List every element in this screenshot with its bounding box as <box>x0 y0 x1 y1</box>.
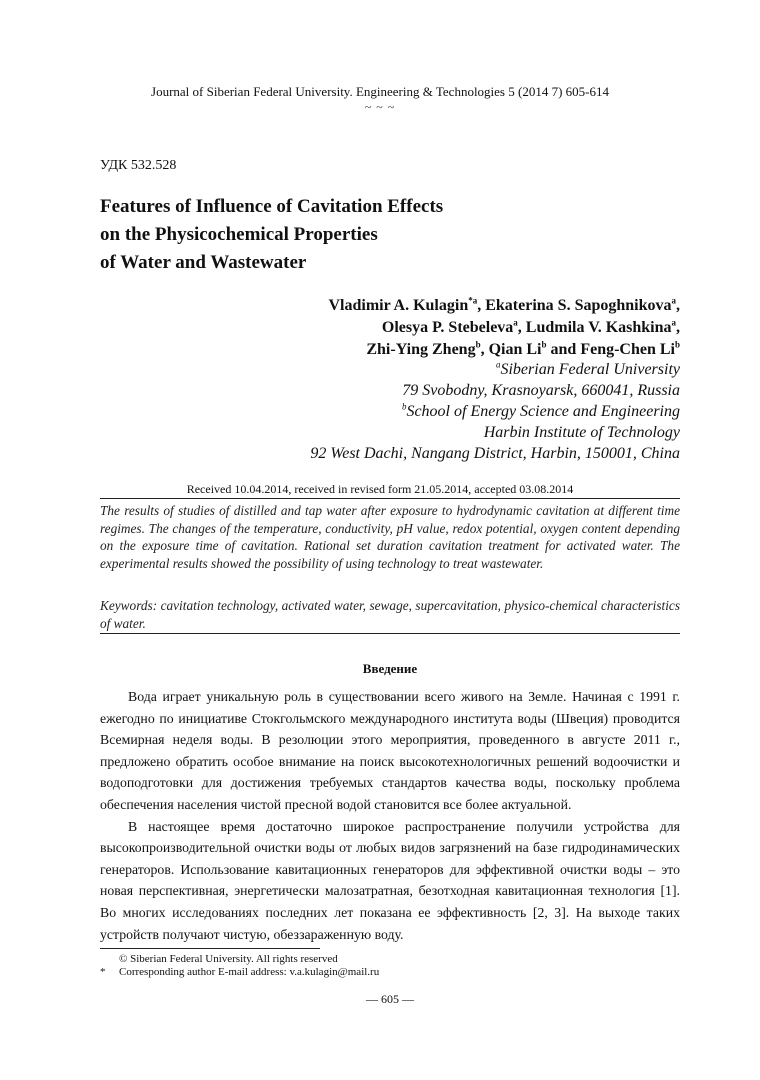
abstract-bottom-rule <box>100 633 680 634</box>
page-number: — 605 — <box>366 992 414 1006</box>
author-sup: *a <box>468 295 478 306</box>
author-line-1: Vladimir A. Kulagin$^{*a}$, Ekaterina S. Sapoghnikova$^a$, <box>328 295 680 314</box>
affiliation-a-address: 79 Svobodny, Krasnoyarsk, 660041, Russia <box>402 382 680 399</box>
affiliation-sup: a <box>495 359 501 370</box>
affiliation-b-institute: Harbin Institute of Technology <box>483 424 680 441</box>
author-name: Qian Li <box>488 341 542 358</box>
paper-title <box>100 193 660 277</box>
header-ornament: ~ ~ ~ <box>364 100 396 114</box>
author-sup: a <box>513 317 518 328</box>
author-name: Feng-Chen Li <box>580 341 675 358</box>
affiliation-b-name <box>310 401 680 422</box>
author-name: Olesya P. Stebeleva <box>381 319 514 336</box>
journal-header: Journal of Siberian Federal University. Engineering & Technologies 5 (2014 7) 605-614 <box>151 84 609 99</box>
footnote-rule <box>100 948 320 949</box>
section-heading: Введение <box>362 661 418 676</box>
paragraph: В настоящее время достаточно широкое распространение получили устройства для высокопроизводительной очистки воды от любых видов загрязнений на базе гидродинамических генераторов. Использование кавитационных генераторов для эффективной очистки воды – это новая перспективная, энергетически малозатратная, безотходная кавитационная технология [1]. Во многих исследованиях последних лет показана ее эффективность [2, 3]. На выходе таких устройств получают чистую, обеззараженную воду. <box>100 818 680 942</box>
author-name: Zhi-Ying Zheng <box>366 341 476 358</box>
affiliations <box>310 359 680 464</box>
author-name: Ludmila V. Kashkina <box>525 319 672 336</box>
author-name: Vladimir A. Kulagin <box>328 297 469 314</box>
received-dates: Received 10.04.2014, received in revised form 21.05.2014, accepted 03.08.2014 <box>186 482 574 496</box>
author-list <box>328 295 680 361</box>
affiliation-sup: b <box>401 401 407 412</box>
footnote-mark: * <box>100 966 106 978</box>
abstract-top-rule <box>100 498 680 499</box>
title-line-2: on the Physicochemical Properties <box>100 224 378 245</box>
author-sup: a <box>671 295 676 306</box>
affiliation-a-name <box>310 359 680 380</box>
udk-code: УДК 532.528 <box>100 158 177 173</box>
author-sup: b <box>674 339 680 350</box>
footnote-text: Corresponding author E-mail address: v.a.kulagin@mail.ru <box>119 966 380 978</box>
keywords: Keywords: cavitation technology, activated water, sewage, supercavitation, physico-chemical characteristics of water. <box>100 598 680 631</box>
author-sup: b <box>541 339 547 350</box>
author-line-3: Zhi-Ying Zheng$^b$, Qian Li$^b$ and Feng-Chen Li$^b$ <box>366 339 680 358</box>
title-line-3: of Water and Wastewater <box>100 252 307 273</box>
affiliation-b-address: 92 West Dachi, Nangang District, Harbin, 150001, China <box>310 445 680 462</box>
paragraph: Вода играет уникальную роль в существовании всего живого на Земле. Начиная с 1991 г. ежегодно по инициативе Стокгольмского международного института воды (Швеция) проводится Всемирная неделя воды. В резолюции этого мероприятия, проведенного в августе 2011 г., предложено обратить особое внимание на поиск высокотехнологичных решений водоочистки и водоподготовки для достижения требуемых стандартов качества воды, поскольку проблема обеспечения населения чистой пресной водой становится все более актуальной. <box>100 689 680 812</box>
title-line-1: Features of Influence of Cavitation Effects <box>100 196 444 217</box>
affiliation-text: School of Energy Science and Engineering <box>406 403 680 420</box>
author-sup: b <box>475 339 481 350</box>
author-name: Ekaterina S. Sapoghnikova <box>485 297 672 314</box>
body-text <box>100 686 680 945</box>
author-sup: a <box>671 317 676 328</box>
abstract: The results of studies of distilled and tap water after exposure to hydrodynamic cavitation at different time regimes. The changes of the temperature, conductivity, pH value, redox potential, oxygen content depending on the exposure time of cavitation. Rational set duration cavitation treatment for activated water. The experimental results showed the possibility of using technology to treat wastewater. <box>100 503 680 571</box>
author-line-2: Olesya P. Stebeleva$^a$, Ludmila V. Kashkina$^a$, <box>381 317 680 336</box>
footnote-copyright: © Siberian Federal University. All rights reserved <box>119 953 338 965</box>
footnote-corresponding <box>100 966 379 978</box>
author-and: and <box>550 341 577 358</box>
affiliation-text: Siberian Federal University <box>500 361 680 378</box>
